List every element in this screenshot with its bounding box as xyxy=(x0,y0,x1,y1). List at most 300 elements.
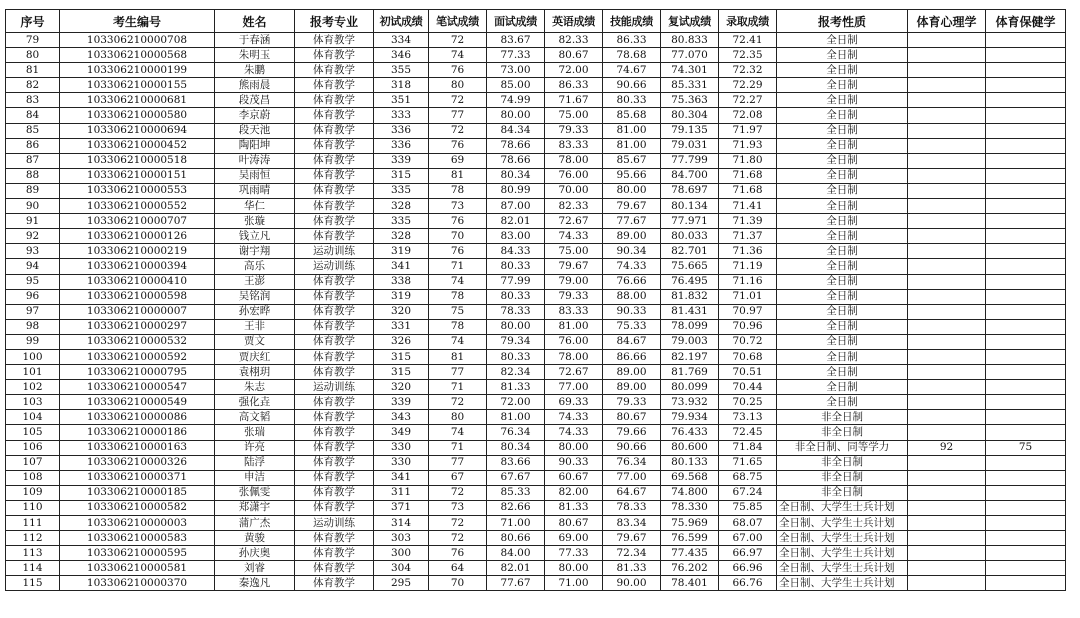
table-row xyxy=(6,531,1066,546)
cell-major: 体育教学 xyxy=(295,455,374,470)
cell-retest-score: 79.135 xyxy=(661,123,719,138)
cell-skill-score: 64.67 xyxy=(603,485,661,500)
cell-serial: 79 xyxy=(6,33,60,48)
cell-sport-health xyxy=(986,561,1066,576)
cell-sport-health xyxy=(986,183,1066,198)
cell-initial-score: 319 xyxy=(374,244,429,259)
cell-sport-health: 75 xyxy=(986,440,1066,455)
cell-written-score: 72 xyxy=(429,93,487,108)
cell-name: 吴雨恒 xyxy=(215,168,295,183)
cell-written-score: 81 xyxy=(429,349,487,364)
cell-skill-score: 90.34 xyxy=(603,244,661,259)
cell-written-score: 73 xyxy=(429,199,487,214)
cell-admission-score: 75.85 xyxy=(719,500,777,515)
cell-admission-score: 73.13 xyxy=(719,410,777,425)
cell-study-type: 非全日制 xyxy=(777,470,908,485)
cell-interview-score: 80.34 xyxy=(487,168,545,183)
table-row xyxy=(6,425,1066,440)
cell-candidate-id: 103306210000681 xyxy=(60,93,215,108)
cell-study-type: 全日制 xyxy=(777,229,908,244)
header-serial: 序号 xyxy=(6,10,60,33)
cell-major: 体育教学 xyxy=(295,93,374,108)
cell-retest-score: 79.031 xyxy=(661,138,719,153)
cell-retest-score: 75.665 xyxy=(661,259,719,274)
cell-admission-score: 72.41 xyxy=(719,33,777,48)
cell-candidate-id: 103306210000582 xyxy=(60,500,215,515)
cell-major: 体育教学 xyxy=(295,138,374,153)
table-row xyxy=(6,78,1066,93)
header-admission-score: 录取成绩 xyxy=(719,10,777,33)
cell-retest-score: 74.800 xyxy=(661,485,719,500)
cell-written-score: 74 xyxy=(429,334,487,349)
cell-written-score: 75 xyxy=(429,304,487,319)
cell-interview-score: 76.34 xyxy=(487,425,545,440)
cell-interview-score: 81.00 xyxy=(487,410,545,425)
cell-name: 王澎 xyxy=(215,274,295,289)
cell-sport-health xyxy=(986,319,1066,334)
cell-initial-score: 315 xyxy=(374,365,429,380)
cell-major: 体育教学 xyxy=(295,531,374,546)
cell-interview-score: 67.67 xyxy=(487,470,545,485)
cell-interview-score: 78.33 xyxy=(487,304,545,319)
cell-name: 刘睿 xyxy=(215,561,295,576)
cell-initial-score: 295 xyxy=(374,576,429,591)
table-row xyxy=(6,214,1066,229)
cell-sport-health xyxy=(986,138,1066,153)
cell-sport-psychology xyxy=(908,244,986,259)
admission-table xyxy=(5,9,1066,591)
cell-written-score: 76 xyxy=(429,214,487,229)
cell-serial: 89 xyxy=(6,183,60,198)
cell-retest-score: 75.969 xyxy=(661,516,719,531)
cell-admission-score: 71.97 xyxy=(719,123,777,138)
cell-sport-health xyxy=(986,349,1066,364)
cell-skill-score: 79.67 xyxy=(603,199,661,214)
cell-name: 吴铭润 xyxy=(215,289,295,304)
cell-skill-score: 90.66 xyxy=(603,78,661,93)
cell-sport-psychology xyxy=(908,168,986,183)
cell-serial: 102 xyxy=(6,380,60,395)
header-interview-score: 面试成绩 xyxy=(487,10,545,33)
cell-retest-score: 78.697 xyxy=(661,183,719,198)
cell-sport-psychology xyxy=(908,410,986,425)
cell-retest-score: 77.435 xyxy=(661,546,719,561)
cell-admission-score: 70.96 xyxy=(719,319,777,334)
cell-written-score: 72 xyxy=(429,531,487,546)
cell-candidate-id: 103306210000163 xyxy=(60,440,215,455)
cell-interview-score: 80.34 xyxy=(487,440,545,455)
cell-skill-score: 85.67 xyxy=(603,153,661,168)
cell-retest-score: 79.003 xyxy=(661,334,719,349)
cell-english-score: 80.00 xyxy=(545,440,603,455)
cell-interview-score: 79.34 xyxy=(487,334,545,349)
cell-candidate-id: 103306210000552 xyxy=(60,199,215,214)
cell-sport-psychology xyxy=(908,561,986,576)
cell-name: 于春涵 xyxy=(215,33,295,48)
cell-admission-score: 67.00 xyxy=(719,531,777,546)
table-row xyxy=(6,304,1066,319)
cell-interview-score: 78.66 xyxy=(487,153,545,168)
cell-written-score: 64 xyxy=(429,561,487,576)
cell-written-score: 77 xyxy=(429,108,487,123)
cell-skill-score: 84.67 xyxy=(603,334,661,349)
cell-admission-score: 66.97 xyxy=(719,546,777,561)
cell-english-score: 70.00 xyxy=(545,183,603,198)
cell-serial: 115 xyxy=(6,576,60,591)
table-row xyxy=(6,349,1066,364)
cell-candidate-id: 103306210000007 xyxy=(60,304,215,319)
cell-major: 体育教学 xyxy=(295,334,374,349)
table-row xyxy=(6,365,1066,380)
cell-study-type: 全日制 xyxy=(777,244,908,259)
cell-admission-score: 66.96 xyxy=(719,561,777,576)
table-row xyxy=(6,259,1066,274)
cell-name: 陆浮 xyxy=(215,455,295,470)
cell-skill-score: 79.33 xyxy=(603,395,661,410)
cell-admission-score: 70.44 xyxy=(719,380,777,395)
cell-major: 体育教学 xyxy=(295,289,374,304)
cell-english-score: 71.00 xyxy=(545,576,603,591)
cell-english-score: 69.00 xyxy=(545,531,603,546)
cell-interview-score: 71.00 xyxy=(487,516,545,531)
table-row xyxy=(6,229,1066,244)
cell-sport-health xyxy=(986,123,1066,138)
cell-interview-score: 77.67 xyxy=(487,576,545,591)
cell-study-type: 全日制、大学生士兵计划 xyxy=(777,546,908,561)
cell-admission-score: 70.51 xyxy=(719,365,777,380)
cell-english-score: 72.67 xyxy=(545,214,603,229)
cell-study-type: 非全日制、同等学力 xyxy=(777,440,908,455)
cell-retest-score: 78.330 xyxy=(661,500,719,515)
cell-written-score: 70 xyxy=(429,576,487,591)
cell-candidate-id: 103306210000297 xyxy=(60,319,215,334)
cell-skill-score: 79.67 xyxy=(603,531,661,546)
cell-english-score: 74.33 xyxy=(545,229,603,244)
cell-major: 体育教学 xyxy=(295,395,374,410)
cell-retest-score: 74.301 xyxy=(661,63,719,78)
table-row xyxy=(6,108,1066,123)
header-study-type: 报考性质 xyxy=(777,10,908,33)
cell-major: 体育教学 xyxy=(295,546,374,561)
cell-sport-health xyxy=(986,199,1066,214)
cell-initial-score: 351 xyxy=(374,93,429,108)
admission-score-sheet xyxy=(5,9,1066,591)
cell-retest-score: 76.202 xyxy=(661,561,719,576)
header-english-score: 英语成绩 xyxy=(545,10,603,33)
cell-skill-score: 85.68 xyxy=(603,108,661,123)
cell-initial-score: 328 xyxy=(374,199,429,214)
cell-english-score: 77.33 xyxy=(545,546,603,561)
cell-sport-health xyxy=(986,274,1066,289)
cell-study-type: 全日制 xyxy=(777,78,908,93)
cell-major: 体育教学 xyxy=(295,425,374,440)
table-row xyxy=(6,516,1066,531)
cell-sport-psychology xyxy=(908,395,986,410)
cell-study-type: 全日制 xyxy=(777,63,908,78)
cell-written-score: 78 xyxy=(429,183,487,198)
cell-interview-score: 82.01 xyxy=(487,561,545,576)
cell-admission-score: 66.76 xyxy=(719,576,777,591)
cell-candidate-id: 103306210000553 xyxy=(60,183,215,198)
cell-study-type: 全日制 xyxy=(777,33,908,48)
cell-retest-score: 80.133 xyxy=(661,455,719,470)
cell-major: 体育教学 xyxy=(295,440,374,455)
cell-name: 黄骏 xyxy=(215,531,295,546)
cell-admission-score: 68.07 xyxy=(719,516,777,531)
cell-serial: 103 xyxy=(6,395,60,410)
cell-written-score: 74 xyxy=(429,274,487,289)
cell-english-score: 86.33 xyxy=(545,78,603,93)
cell-sport-health xyxy=(986,289,1066,304)
cell-study-type: 全日制 xyxy=(777,274,908,289)
cell-admission-score: 72.35 xyxy=(719,48,777,63)
cell-serial: 84 xyxy=(6,108,60,123)
cell-skill-score: 95.66 xyxy=(603,168,661,183)
cell-written-score: 67 xyxy=(429,470,487,485)
header-written-score: 笔试成绩 xyxy=(429,10,487,33)
cell-retest-score: 75.363 xyxy=(661,93,719,108)
cell-sport-health xyxy=(986,63,1066,78)
cell-written-score: 71 xyxy=(429,259,487,274)
cell-sport-psychology xyxy=(908,516,986,531)
cell-major: 体育教学 xyxy=(295,576,374,591)
cell-study-type: 全日制 xyxy=(777,214,908,229)
cell-serial: 107 xyxy=(6,455,60,470)
cell-study-type: 全日制 xyxy=(777,349,908,364)
cell-study-type: 全日制 xyxy=(777,289,908,304)
header-initial-score: 初试成绩 xyxy=(374,10,429,33)
cell-written-score: 74 xyxy=(429,425,487,440)
cell-major: 体育教学 xyxy=(295,485,374,500)
cell-retest-score: 80.033 xyxy=(661,229,719,244)
cell-major: 运动训练 xyxy=(295,244,374,259)
cell-sport-health xyxy=(986,410,1066,425)
cell-initial-score: 315 xyxy=(374,168,429,183)
header-name: 姓名 xyxy=(215,10,295,33)
cell-serial: 80 xyxy=(6,48,60,63)
cell-admission-score: 71.36 xyxy=(719,244,777,259)
cell-study-type: 全日制 xyxy=(777,199,908,214)
cell-sport-psychology xyxy=(908,304,986,319)
cell-initial-score: 371 xyxy=(374,500,429,515)
header-candidate-id: 考生编号 xyxy=(60,10,215,33)
cell-serial: 112 xyxy=(6,531,60,546)
cell-skill-score: 88.00 xyxy=(603,289,661,304)
cell-initial-score: 336 xyxy=(374,123,429,138)
cell-initial-score: 320 xyxy=(374,380,429,395)
cell-written-score: 76 xyxy=(429,546,487,561)
cell-written-score: 78 xyxy=(429,319,487,334)
cell-name: 陶阳坤 xyxy=(215,138,295,153)
cell-admission-score: 71.16 xyxy=(719,274,777,289)
cell-initial-score: 326 xyxy=(374,334,429,349)
cell-serial: 85 xyxy=(6,123,60,138)
cell-study-type: 全日制 xyxy=(777,259,908,274)
cell-sport-health xyxy=(986,380,1066,395)
cell-study-type: 非全日制 xyxy=(777,410,908,425)
cell-candidate-id: 103306210000592 xyxy=(60,349,215,364)
cell-serial: 95 xyxy=(6,274,60,289)
cell-serial: 100 xyxy=(6,349,60,364)
cell-candidate-id: 103306210000518 xyxy=(60,153,215,168)
cell-major: 体育教学 xyxy=(295,500,374,515)
cell-initial-score: 341 xyxy=(374,259,429,274)
cell-candidate-id: 103306210000185 xyxy=(60,485,215,500)
cell-interview-score: 82.01 xyxy=(487,214,545,229)
cell-sport-health xyxy=(986,531,1066,546)
cell-admission-score: 71.84 xyxy=(719,440,777,455)
cell-interview-score: 83.66 xyxy=(487,455,545,470)
cell-written-score: 72 xyxy=(429,395,487,410)
cell-serial: 82 xyxy=(6,78,60,93)
cell-candidate-id: 103306210000452 xyxy=(60,138,215,153)
cell-initial-score: 341 xyxy=(374,470,429,485)
cell-admission-score: 72.27 xyxy=(719,93,777,108)
table-row xyxy=(6,334,1066,349)
table-row xyxy=(6,48,1066,63)
cell-initial-score: 339 xyxy=(374,153,429,168)
cell-sport-psychology xyxy=(908,199,986,214)
cell-study-type: 全日制、大学生士兵计划 xyxy=(777,576,908,591)
cell-candidate-id: 103306210000126 xyxy=(60,229,215,244)
table-row xyxy=(6,380,1066,395)
cell-interview-score: 80.33 xyxy=(487,349,545,364)
cell-written-score: 80 xyxy=(429,78,487,93)
cell-english-score: 74.33 xyxy=(545,410,603,425)
cell-written-score: 71 xyxy=(429,440,487,455)
cell-serial: 113 xyxy=(6,546,60,561)
cell-name: 郑潇宇 xyxy=(215,500,295,515)
cell-initial-score: 314 xyxy=(374,516,429,531)
cell-admission-score: 71.65 xyxy=(719,455,777,470)
cell-interview-score: 87.00 xyxy=(487,199,545,214)
cell-written-score: 77 xyxy=(429,365,487,380)
table-row xyxy=(6,244,1066,259)
cell-sport-psychology xyxy=(908,123,986,138)
cell-interview-score: 85.33 xyxy=(487,485,545,500)
cell-english-score: 79.67 xyxy=(545,259,603,274)
cell-skill-score: 77.67 xyxy=(603,214,661,229)
cell-admission-score: 70.72 xyxy=(719,334,777,349)
cell-name: 张璇 xyxy=(215,214,295,229)
cell-sport-psychology xyxy=(908,214,986,229)
cell-skill-score: 79.66 xyxy=(603,425,661,440)
cell-name: 段茂昌 xyxy=(215,93,295,108)
cell-sport-psychology xyxy=(908,183,986,198)
cell-interview-score: 82.66 xyxy=(487,500,545,515)
cell-initial-score: 319 xyxy=(374,289,429,304)
cell-name: 高文韬 xyxy=(215,410,295,425)
cell-initial-score: 334 xyxy=(374,33,429,48)
cell-interview-score: 84.00 xyxy=(487,546,545,561)
cell-name: 贾庆红 xyxy=(215,349,295,364)
cell-written-score: 71 xyxy=(429,380,487,395)
cell-interview-score: 80.00 xyxy=(487,319,545,334)
cell-sport-health xyxy=(986,395,1066,410)
cell-study-type: 全日制 xyxy=(777,168,908,183)
cell-retest-score: 82.701 xyxy=(661,244,719,259)
table-row xyxy=(6,440,1066,455)
cell-study-type: 非全日制 xyxy=(777,485,908,500)
cell-english-score: 79.33 xyxy=(545,289,603,304)
cell-sport-psychology xyxy=(908,229,986,244)
cell-initial-score: 331 xyxy=(374,319,429,334)
cell-name: 申洁 xyxy=(215,470,295,485)
cell-admission-score: 71.37 xyxy=(719,229,777,244)
cell-sport-psychology xyxy=(908,48,986,63)
cell-candidate-id: 103306210000708 xyxy=(60,33,215,48)
cell-candidate-id: 103306210000003 xyxy=(60,516,215,531)
cell-candidate-id: 103306210000795 xyxy=(60,365,215,380)
table-row xyxy=(6,168,1066,183)
cell-interview-score: 82.34 xyxy=(487,365,545,380)
table-row xyxy=(6,63,1066,78)
cell-major: 体育教学 xyxy=(295,48,374,63)
cell-study-type: 全日制 xyxy=(777,138,908,153)
cell-major: 体育教学 xyxy=(295,229,374,244)
cell-serial: 97 xyxy=(6,304,60,319)
cell-english-score: 76.00 xyxy=(545,168,603,183)
cell-skill-score: 80.33 xyxy=(603,93,661,108)
cell-study-type: 全日制、大学生士兵计划 xyxy=(777,500,908,515)
cell-sport-psychology xyxy=(908,334,986,349)
cell-name: 叶涛涛 xyxy=(215,153,295,168)
table-row xyxy=(6,561,1066,576)
header-major: 报考专业 xyxy=(295,10,374,33)
cell-major: 体育教学 xyxy=(295,410,374,425)
cell-initial-score: 333 xyxy=(374,108,429,123)
cell-name: 贾文 xyxy=(215,334,295,349)
cell-initial-score: 303 xyxy=(374,531,429,546)
cell-initial-score: 304 xyxy=(374,561,429,576)
cell-sport-psychology xyxy=(908,274,986,289)
cell-interview-score: 80.66 xyxy=(487,531,545,546)
cell-written-score: 72 xyxy=(429,516,487,531)
table-row xyxy=(6,455,1066,470)
cell-retest-score: 82.197 xyxy=(661,349,719,364)
cell-sport-psychology xyxy=(908,33,986,48)
cell-english-score: 78.00 xyxy=(545,349,603,364)
cell-name: 华仁 xyxy=(215,199,295,214)
cell-name: 高乐 xyxy=(215,259,295,274)
cell-admission-score: 72.29 xyxy=(719,78,777,93)
cell-interview-score: 78.66 xyxy=(487,138,545,153)
header-row xyxy=(6,10,1066,33)
cell-retest-score: 76.433 xyxy=(661,425,719,440)
cell-candidate-id: 103306210000581 xyxy=(60,561,215,576)
cell-english-score: 69.33 xyxy=(545,395,603,410)
cell-admission-score: 71.39 xyxy=(719,214,777,229)
cell-english-score: 81.33 xyxy=(545,500,603,515)
cell-skill-score: 81.00 xyxy=(603,123,661,138)
cell-sport-health xyxy=(986,168,1066,183)
cell-candidate-id: 103306210000326 xyxy=(60,455,215,470)
cell-admission-score: 71.01 xyxy=(719,289,777,304)
table-row xyxy=(6,123,1066,138)
cell-study-type: 非全日制 xyxy=(777,455,908,470)
cell-study-type: 全日制、大学生士兵计划 xyxy=(777,516,908,531)
cell-retest-score: 80.304 xyxy=(661,108,719,123)
cell-sport-psychology xyxy=(908,78,986,93)
cell-major: 体育教学 xyxy=(295,214,374,229)
table-row xyxy=(6,395,1066,410)
table-row xyxy=(6,576,1066,591)
cell-study-type: 全日制 xyxy=(777,395,908,410)
cell-written-score: 78 xyxy=(429,289,487,304)
cell-candidate-id: 103306210000199 xyxy=(60,63,215,78)
cell-admission-score: 70.68 xyxy=(719,349,777,364)
cell-study-type: 全日制 xyxy=(777,304,908,319)
